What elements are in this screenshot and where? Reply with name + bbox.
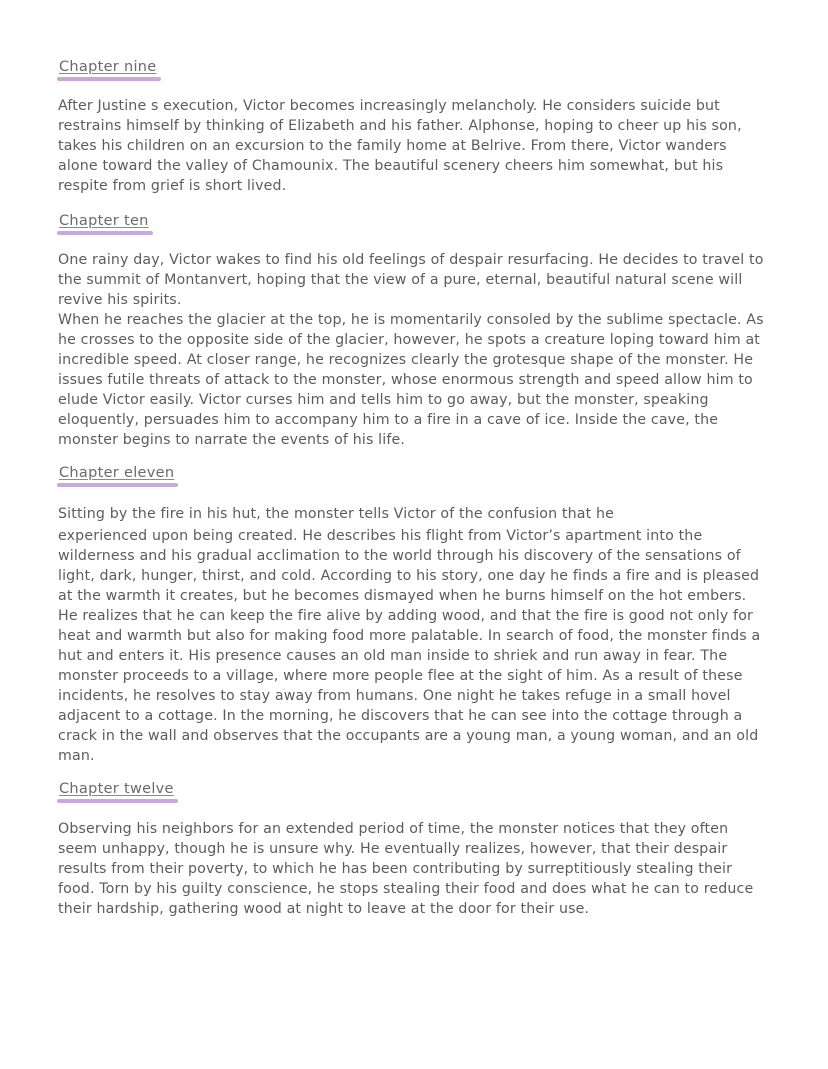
chapter-paragraph: After Justine s execution, Victor becomes increasingly melancholy. He considers suicide but restrains himself by thinking of Elizabeth and his father. Alphonse, hoping to cheer up his son, takes his children on an excursion to the family home at Belrive. From there, Victor wanders alone toward the valley of Chamounix. The beautiful scenery cheers him somewhat, but his respite from grief is short lived. xyxy=(58,98,742,194)
chapter-paragraph: Sitting by the fire in his hut, the monster tells Victor of the confusion that he xyxy=(58,506,615,522)
chapter-nine-section xyxy=(58,56,770,196)
chapter-heading: Chapter twelve xyxy=(59,781,174,797)
chapter-twelve-section xyxy=(58,778,770,919)
chapter-paragraph: When he reaches the glacier at the top, he is momentarily consoled by the sublime spectacle. As he crosses to the opposite side of the glacier, however, he spots a creature loping toward him at incredible speed. At closer range, he recognizes clearly the grotesque shape of the monster. He issues futile threats of attack to the monster, whose enormous strength and speed allow him to elude Victor easily. Victor curses him and tells him to go away, but the monster, speaking eloquently, persuades him to accompany him to a fire in a cave of ice. Inside the cave, the monster begins to narrate the events of his life. xyxy=(58,312,764,448)
heading-highlight xyxy=(57,799,178,803)
chapter-heading-wrap xyxy=(58,210,150,232)
heading-highlight xyxy=(57,231,153,235)
notes-page xyxy=(58,56,770,919)
chapter-eleven-section xyxy=(58,462,770,766)
chapter-paragraph: Observing his neighbors for an extended period of time, the monster notices that they often seem unhappy, though he is unsure why. He eventually realizes, however, that their despair results from their poverty, to which he has been contributing by surreptitiously stealing their food. Torn by his guilty conscience, he stops stealing their food and does what he can to reduce their hardship, gathering wood at night to leave at the door for their use. xyxy=(58,821,754,917)
chapter-paragraph: experienced upon being created. He describes his flight from Victor’s apartment into the wilderness and his gradual acclimation to the world through his discovery of the sensations of light, dark, hunger, thirst, and cold. According to his story, one day he finds a fire and is pleased at the warmth it creates, but he becomes dismayed when he burns himself on the hot embers. He realizes that he can keep the fire alive by adding wood, and that the fire is good not only for heat and warmth but also for making food more palatable. In search of food, the monster finds a hut and enters it. His presence causes an old man inside to shriek and run away in fear. The monster proceeds to a village, where more people flee at the sight of him. As a result of these incidents, he resolves to stay away from humans. One night he takes refuge in a small hovel adjacent to a cottage. In the morning, he discovers that he can see into the cottage through a crack in the wall and observes that the occupants are a young man, a young woman, and an old man. xyxy=(58,528,761,764)
heading-highlight xyxy=(57,77,161,81)
chapter-heading-wrap xyxy=(58,462,175,484)
chapter-heading: Chapter nine xyxy=(59,59,157,75)
heading-highlight xyxy=(57,483,178,487)
chapter-ten-section xyxy=(58,210,770,450)
chapter-heading: Chapter eleven xyxy=(59,465,175,481)
chapter-heading: Chapter ten xyxy=(59,213,149,229)
chapter-heading-wrap xyxy=(58,778,175,800)
chapter-heading-wrap xyxy=(58,56,158,78)
chapter-paragraph: One rainy day, Victor wakes to find his old feelings of despair resurfacing. He decides to travel to the summit of Montanvert, hoping that the view of a pure, eternal, beautiful natural scene will revive his spirits. xyxy=(58,252,764,308)
